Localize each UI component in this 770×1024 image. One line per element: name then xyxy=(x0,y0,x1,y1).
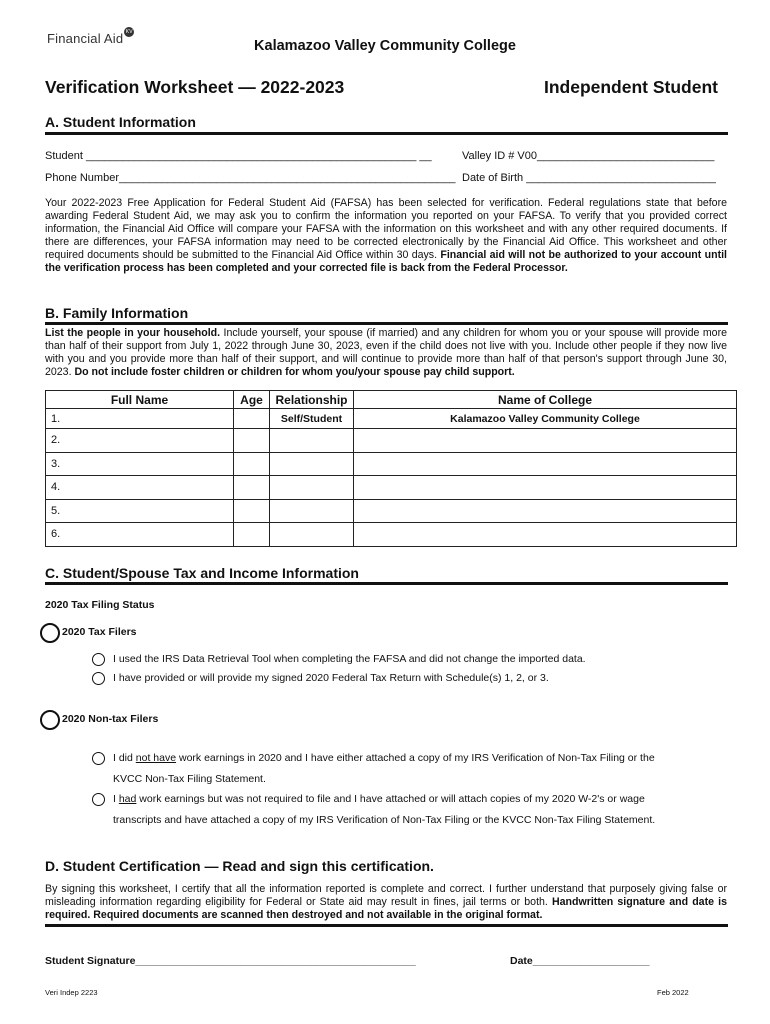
row-name-cell[interactable]: 5. xyxy=(46,499,234,523)
row-age-cell[interactable] xyxy=(234,409,270,429)
opt3-underline: not have xyxy=(135,752,177,764)
row-name-cell[interactable]: 1. xyxy=(46,409,234,429)
section-a-heading: A. Student Information xyxy=(45,114,196,130)
had-earnings-option-radio[interactable] xyxy=(92,793,105,806)
tax-filers-radio[interactable] xyxy=(40,623,60,643)
row-age-cell[interactable] xyxy=(234,476,270,500)
tax-return-option-label: I have provided or will provide my signed 2020 Federal Tax Return with Schedule(s) 1, 2, or 3. xyxy=(113,672,549,684)
section-c-heading: C. Student/Spouse Tax and Income Information xyxy=(45,565,359,581)
table-row xyxy=(46,476,737,500)
certification-notice: Handwritten signature and date is required. Required documents are scanned then destroyed and not available in the original format. xyxy=(45,896,727,921)
section-b-rule xyxy=(45,322,728,325)
phone-number-field[interactable]: Phone Number_______________________________________________________ xyxy=(45,172,456,184)
row-name-cell[interactable]: 3. xyxy=(46,452,234,476)
table-row xyxy=(46,429,737,453)
opt3-pre: I did xyxy=(113,752,136,764)
signature-date-field[interactable] xyxy=(510,955,650,967)
had-earnings-option-label xyxy=(113,793,645,805)
row-relationship-cell[interactable] xyxy=(270,429,354,453)
certification-text xyxy=(45,883,727,922)
college-name: Kalamazoo Valley Community College xyxy=(254,38,516,54)
section-b-instructions xyxy=(45,327,727,379)
valley-id-field[interactable]: Valley ID # V00_____________________________ xyxy=(462,150,715,162)
drt-option-label: I used the IRS Data Retrieval Tool when completing the FAFSA and did not change the imported data. xyxy=(113,653,586,665)
row-relationship-cell[interactable]: Self/Student xyxy=(270,409,354,429)
tax-return-option-radio[interactable] xyxy=(92,672,105,685)
row-age-cell[interactable] xyxy=(234,499,270,523)
table-row xyxy=(46,523,737,547)
row-college-cell[interactable] xyxy=(354,452,737,476)
date-label: Date____________________ xyxy=(510,955,650,967)
table-header-row xyxy=(46,391,737,409)
row-college-cell[interactable]: Kalamazoo Valley Community College xyxy=(354,409,737,429)
form-code: Veri Indep 2223 xyxy=(45,988,98,997)
row-relationship-cell[interactable] xyxy=(270,499,354,523)
drt-option-radio[interactable] xyxy=(92,653,105,666)
signature-label: Student Signature________________________________________________ xyxy=(45,955,416,967)
student-signature-field[interactable] xyxy=(45,955,416,967)
non-tax-filers-label: 2020 Non-tax Filers xyxy=(62,713,159,725)
section-a-text: Your 2022-2023 Free Application for Federal Student Aid (FAFSA) has been selected for verification. Federal regulations state that before awarding Federal Student Aid, we may ask you to confirm the information you reported on your FAFSA. To verify that you provided correct information, the Financial Aid Office will compare your FAFSA with the information on this worksheet and with any other required documents. If there are differences, your FAFSA information may need to be corrected electronically by the Financial Aid Office. This worksheet and other required documents should be submitted to the Financial Aid Office within 30 days. xyxy=(45,197,727,261)
no-earnings-option-line2: KVCC Non-Tax Filing Statement. xyxy=(113,773,266,785)
row-age-cell[interactable] xyxy=(234,429,270,453)
section-a-instructions xyxy=(45,197,727,275)
row-age-cell[interactable] xyxy=(234,523,270,547)
col-full-name: Full Name xyxy=(46,391,234,409)
row-college-cell[interactable] xyxy=(354,499,737,523)
no-earnings-option-label xyxy=(113,752,655,764)
row-relationship-cell[interactable] xyxy=(270,523,354,547)
logo-text: Financial Aid xyxy=(47,31,124,46)
section-d-rule xyxy=(45,924,728,927)
row-age-cell[interactable] xyxy=(234,452,270,476)
section-a-warning: Financial aid will not be authorized to your account until the verification process has been completed and your corrected file is back from the Federal Processor. xyxy=(45,249,728,274)
table-row xyxy=(46,452,737,476)
opt4-pre: I xyxy=(113,793,119,805)
opt3-post: work earnings in 2020 and I have either attached a copy of my IRS Verification of Non-Tax Filing or the xyxy=(176,752,655,764)
row-name-cell[interactable]: 2. xyxy=(46,429,234,453)
section-b-text: Include yourself, your spouse (if married) and any children for whom you or your spouse will provide more than half of their support from July 1, 2022 through June 30, 2023, even if the child does not live with you. Include other people if they now live with you and you provide more than half of their support, and will continue to provide more than half of that person's support through June 30, 2023. xyxy=(45,327,727,378)
student-type: Independent Student xyxy=(543,77,718,97)
table-row xyxy=(46,499,737,523)
section-d-heading: D. Student Certification — Read and sign this certification. xyxy=(45,858,434,874)
certification-body: By signing this worksheet, I certify that all the information reported is complete and correct. I further understand that purposely giving false or misleading information regarding eligibility for Federal or State aid may result in fines, jail terms or both. xyxy=(45,883,727,908)
section-c-rule xyxy=(45,582,728,585)
filing-status-label: 2020 Tax Filing Status xyxy=(45,599,155,611)
section-b-heading: B. Family Information xyxy=(45,305,189,321)
tax-filers-label: 2020 Tax Filers xyxy=(62,626,137,638)
household-table xyxy=(45,390,737,547)
page-title: Verification Worksheet — 2022-2023 xyxy=(45,77,345,97)
row-college-cell[interactable] xyxy=(354,429,737,453)
date-of-birth-field[interactable]: Date of Birth _______________________________ xyxy=(462,172,716,184)
student-name-field[interactable]: Student ______________________________________________________ __ xyxy=(45,150,432,162)
logo-badge: KV xyxy=(125,29,133,35)
col-relationship: Relationship xyxy=(270,391,354,409)
section-a-rule xyxy=(45,132,728,135)
had-earnings-option-line2: transcripts and have attached a copy of my IRS Verification of Non-Tax Filing or the KVCC Non-Tax Filing Statement. xyxy=(113,814,656,826)
non-tax-filers-radio[interactable] xyxy=(40,710,60,730)
row-relationship-cell[interactable] xyxy=(270,476,354,500)
row-college-cell[interactable] xyxy=(354,523,737,547)
col-age: Age xyxy=(234,391,270,409)
form-date: Feb 2022 xyxy=(657,988,689,997)
opt4-underline: had xyxy=(118,793,137,805)
opt4-post: work earnings but was not required to file and I have attached or will attach copies of my 2020 W-2's or wage xyxy=(136,793,645,805)
col-college: Name of College xyxy=(354,391,737,409)
row-name-cell[interactable]: 6. xyxy=(46,523,234,547)
section-b-lead: List the people in your household. xyxy=(45,327,221,339)
row-college-cell[interactable] xyxy=(354,476,737,500)
row-name-cell[interactable]: 4. xyxy=(46,476,234,500)
section-b-exclusion: Do not include foster children or children for whom you/your spouse pay child support. xyxy=(74,366,515,378)
no-earnings-option-radio[interactable] xyxy=(92,752,105,765)
row-relationship-cell[interactable] xyxy=(270,452,354,476)
table-row xyxy=(46,409,737,429)
